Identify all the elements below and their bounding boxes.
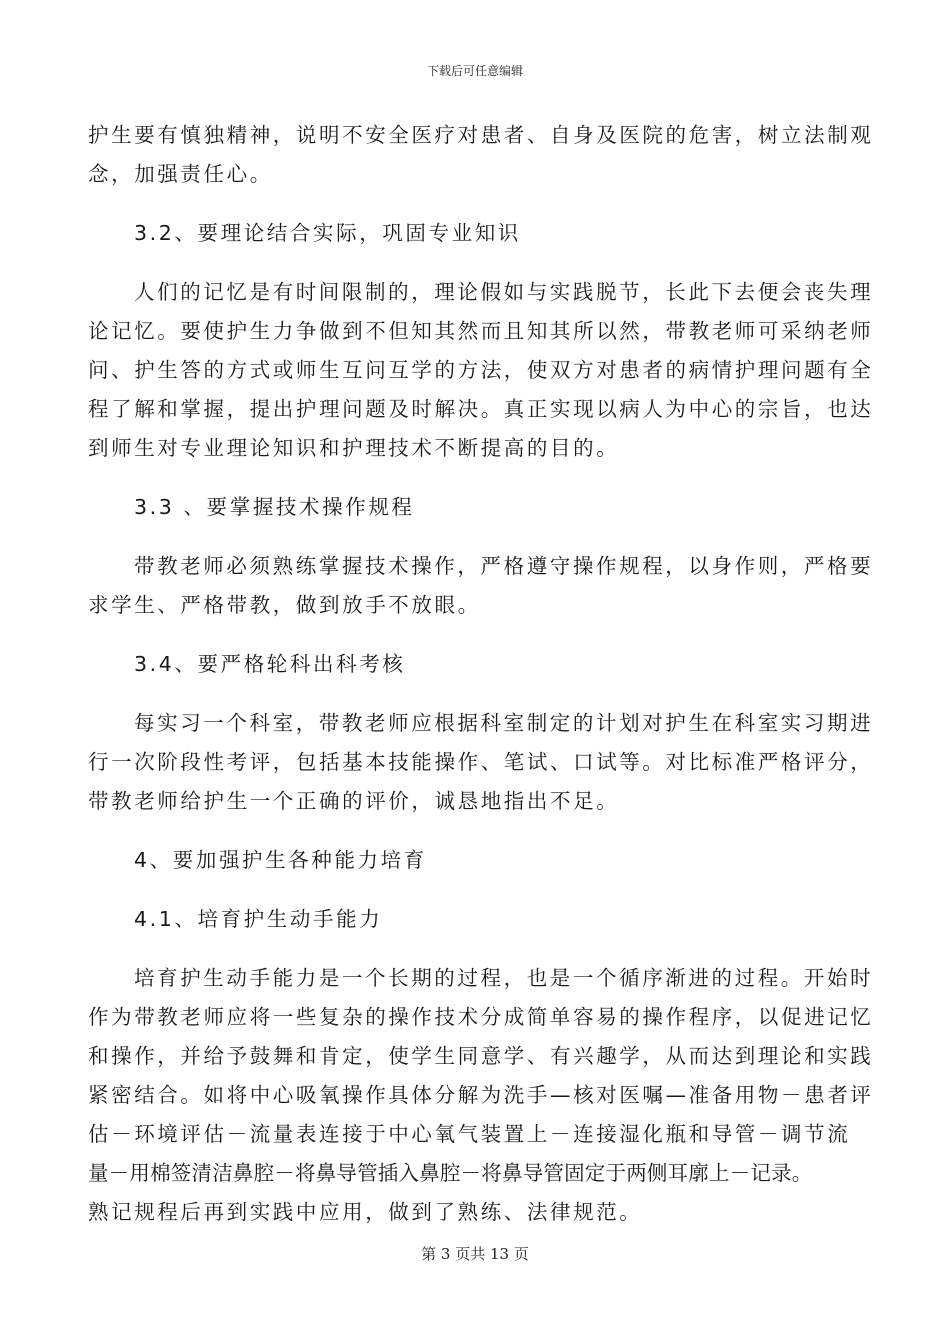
paragraph	[88, 547, 874, 625]
heading-text: 4、要加强护生各种能力培育	[134, 848, 427, 872]
text-line: 带教老师必须熟练掌握技术操作，严格遵守操作规程，以身作则，严格要	[134, 554, 874, 578]
page-footer: 第 3 页共 13 页	[421, 1245, 529, 1263]
heading-text: 3.2、要理论结合实际，巩固专业知识	[134, 221, 521, 245]
text-line: 求学生、严格带教，做到放手不放眼。	[88, 593, 481, 617]
paragraph	[88, 704, 874, 821]
page-header: 下载后可任意编辑	[426, 64, 523, 78]
text-line: 论记忆。要使护生力争做到不但知其然而且知其所以然，带教老师可采纳老师	[88, 319, 874, 343]
paragraph	[88, 273, 874, 468]
text-line: 程了解和掌握，提出护理问题及时解决。真正实现以病人为中心的宗旨，也达	[88, 397, 874, 421]
text-line: 到师生对专业理论知识和护理技术不断提高的目的。	[88, 436, 620, 460]
text-line: 每实习一个科室，带教老师应根据科室制定的计划对护生在科室实习期进	[134, 711, 874, 735]
text-line: 培育护生动手能力是一个长期的过程，也是一个循序渐进的过程。开始时	[134, 966, 874, 990]
text-line: 估－环境评估－流量表连接于中心氧气装置上－连接湿化瓶和导管－调节流	[88, 1122, 851, 1146]
text-line: 带教老师给护生一个正确的评价，诚恳地指出不足。	[88, 789, 620, 813]
text-line: 和操作，并给予鼓舞和肯定，使学生同意学、有兴趣学，从而达到理论和实践	[88, 1044, 874, 1068]
text-line: 量－用棉签清洁鼻腔－将鼻导管插入鼻腔－将鼻导管固定于两侧耳廓上－记录。	[88, 1161, 813, 1185]
text-line: 熟记规程后再到实践中应用，做到了熟练、法律规范。	[88, 1200, 643, 1224]
section-heading	[88, 214, 860, 253]
text-line: 人们的记忆是有时间限制的，理论假如与实践脱节，长此下去便会丧失理	[134, 280, 874, 304]
heading-text: 4.1、培育护生动手能力	[134, 907, 383, 931]
section-heading	[88, 645, 860, 684]
text-line: 紧密结合。如将中心吸氧操作具体分解为洗手—核对医嘱—准备用物－患者评	[88, 1083, 874, 1107]
document-body	[88, 116, 874, 1232]
text-line: 作为带教老师应将一些复杂的操作技术分成简单容易的操作程序，以促进记忆	[88, 1005, 874, 1029]
section-heading	[88, 488, 860, 527]
text-line: 念，加强责任心。	[88, 162, 273, 186]
section-heading	[88, 841, 860, 880]
section-heading	[88, 900, 860, 939]
paragraph	[88, 959, 874, 1232]
paragraph	[88, 116, 874, 194]
heading-text: 3.4、要严格轮科出科考核	[134, 652, 406, 676]
text-line: 行一次阶段性考评，包括基本技能操作、笔试、口试等。对比标准严格评分，	[88, 750, 874, 774]
text-line: 护生要有慎独精神，说明不安全医疗对患者、自身及医院的危害，树立法制观	[88, 123, 874, 147]
text-line: 问、护生答的方式或师生互问互学的方法，使双方对患者的病情护理问题有全	[88, 358, 874, 382]
heading-text: 3.3 、要掌握技术操作规程	[134, 495, 415, 519]
